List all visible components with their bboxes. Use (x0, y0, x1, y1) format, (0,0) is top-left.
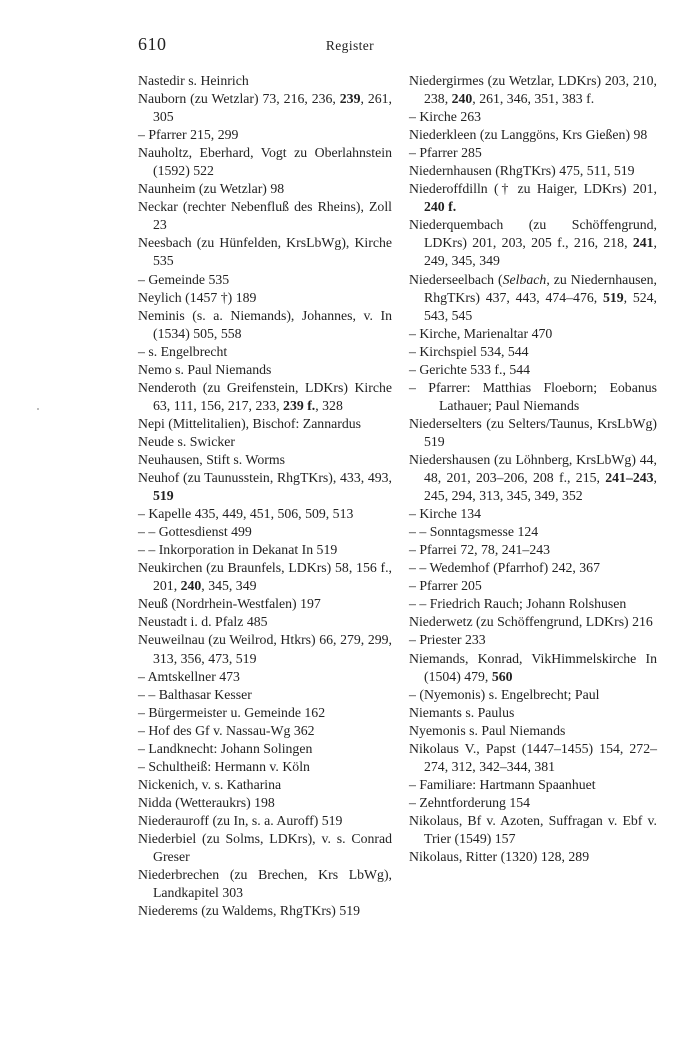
index-entry: Niedershausen (zu Löhnberg, KrsLbWg) 44, 48, 201, 203–206, 208 f., 215, 241–243, 245, 294, 313, 345, 349, 352 (409, 451, 657, 504)
index-entry: Nepi (Mittelitalien), Bischof: Zannardus (138, 415, 361, 431)
index-entry: – Gerichte 533 f., 544 (409, 361, 531, 377)
index-entry: – Hof des Gf v. Nassau-Wg 362 (138, 722, 315, 738)
index-entry: Niederquembach (zu Schöffengrund, LDKrs) 201, 203, 205 f., 216, 218, 241, 249, 345, 349 (409, 217, 657, 269)
index-entry: – Kirchspiel 534, 544 (409, 343, 529, 359)
index-entry: – Kirche 263 (409, 109, 482, 125)
index-entry: Neuhausen, Stift s. Worms (138, 451, 285, 467)
index-entry: Neukirchen (zu Braunfels, LDKrs) 58, 156 f., 201, 240, 345, 349 (138, 560, 392, 594)
index-entry: Nauholtz, Eberhard, Vogt zu Oberlahnstein (1592) 522 (138, 145, 392, 179)
index-entry: Nenderoth (zu Greifenstein, LDKrs) Kirche 63, 111, 156, 217, 233, 239 f., 328 (138, 379, 392, 413)
index-entry: Niederems (zu Waldems, RhgTKrs) 519 (138, 903, 361, 919)
index-entry: – Pfarrer 215, 299 (138, 127, 239, 143)
index-entry: Niederauroff (zu In, s. a. Auroff) 519 (138, 812, 343, 828)
index-entry: Naunheim (zu Wetzlar) 98 (138, 181, 285, 197)
index-entry: Niedergirmes (zu Wetzlar, LDKrs) 203, 210, 238, 240, 261, 346, 351, 383 f. (409, 73, 657, 107)
index-entry: Niemands, Konrad, VikHimmelskirche In (1504) 479, 560 (409, 650, 657, 684)
index-entry: – Schultheiß: Hermann v. Köln (138, 758, 310, 774)
index-entry: – – Sonntagsmesse 124 (409, 524, 539, 540)
index-entry: – – Inkorporation in Dekanat In 519 (138, 542, 338, 558)
index-column-left (138, 72, 392, 920)
index-entry: – Pfarrer 285 (409, 145, 482, 161)
index-entry: – Landknecht: Johann Solingen (138, 740, 313, 756)
index-column-right (409, 72, 657, 866)
index-entry: Nikolaus, Ritter (1320) 128, 289 (409, 849, 590, 865)
index-entry: – – Wedemhof (Pfarrhof) 242, 367 (409, 560, 600, 576)
index-entry: Niederselters (zu Selters/Taunus, KrsLbWg) 519 (409, 415, 657, 449)
index-entry: Neckar (rechter Nebenfluß des Rheins), Zoll 23 (138, 199, 392, 233)
index-entry: Nickenich, v. s. Katharina (138, 776, 282, 792)
index-entry: Neude s. Swicker (138, 433, 235, 449)
index-entry: Neuweilnau (zu Weilrod, Htkrs) 66, 279, 299, 313, 356, 473, 519 (138, 632, 392, 666)
index-entry: – Familiare: Hartmann Spaanhuet (409, 776, 596, 792)
index-entry: Neesbach (zu Hünfelden, KrsLbWg), Kirche 535 (138, 235, 392, 269)
index-entry: Niemants s. Paulus (409, 704, 515, 720)
index-entry: Niederbiel (zu Solms, LDKrs), v. s. Conrad Greser (138, 830, 392, 865)
index-entry: Niedernhausen (RhgTKrs) 475, 511, 519 (409, 163, 635, 179)
index-entry: Nidda (Wetteraukrs) 198 (138, 794, 275, 810)
index-entry: Neylich (1457 †) 189 (138, 289, 257, 305)
index-entry: Neustadt i. d. Pfalz 485 (138, 614, 268, 630)
index-entry: – Zehntforderung 154 (409, 794, 531, 810)
index-entry: Niederoffdilln († zu Haiger, LDKrs) 201, 240 f. (409, 181, 657, 215)
index-entry: Niederseelbach (Selbach, zu Niedernhausen, RhgTKrs) 437, 443, 474–476, 519, 524, 543, 545 (409, 271, 657, 323)
index-entry: Nyemonis s. Paul Niemands (409, 722, 566, 738)
index-entry: Neuhof (zu Taunusstein, RhgTKrs), 433, 493, 519 (138, 470, 392, 504)
index-entry: – Kirche, Marienaltar 470 (409, 325, 553, 341)
index-entry: – Gemeinde 535 (138, 271, 230, 287)
index-entry: – Pfarrei 72, 78, 241–243 (409, 542, 551, 558)
index-entry: – – Gottesdienst 499 (138, 524, 252, 540)
index-entry: Niederbrechen (zu Brechen, Krs LbWg), Landkapitel 303 (138, 867, 392, 901)
index-entry: Neminis (s. a. Niemands), Johannes, v. In (1534) 505, 558 (138, 307, 392, 341)
index-entry: Niederkleen (zu Langgöns, Krs Gießen) 98 (409, 127, 648, 143)
index-entry: Nauborn (zu Wetzlar) 73, 216, 236, 239, 261, 305 (138, 91, 392, 125)
index-entry: Nemo s. Paul Niemands (138, 361, 272, 377)
index-entry: – Pfarrer 205 (409, 578, 482, 594)
index-entry: – – Friedrich Rauch; Johann Rolshusen (409, 596, 627, 612)
index-entry: – Pfarrer: Matthias Floeborn; Eobanus Lathauer; Paul Niemands (409, 379, 657, 413)
margin-mark (37, 408, 39, 410)
index-entry: – Kirche 134 (409, 506, 482, 522)
index-entry: – s. Engelbrecht (138, 343, 228, 359)
index-entry: – (Nyemonis) s. Engelbrecht; Paul (409, 686, 600, 702)
index-entry: – Priester 233 (409, 632, 486, 648)
index-entry: – Kapelle 435, 449, 451, 506, 509, 513 (138, 506, 354, 522)
index-entry: Neuß (Nordrhein-Westfalen) 197 (138, 596, 321, 612)
page-number: 610 (138, 34, 167, 54)
index-entry: Nastedir s. Heinrich (138, 73, 249, 88)
running-head: Register (325, 38, 375, 53)
index-entry: Nikolaus V., Papst (1447–1455) 154, 272–274, 312, 342–344, 381 (409, 740, 657, 774)
index-entry: Nikolaus, Bf v. Azoten, Suffragan v. Ebf v. Trier (1549) 157 (409, 812, 657, 846)
index-entry: – – Balthasar Kesser (138, 686, 252, 702)
index-entry: – Amtskellner 473 (138, 668, 240, 684)
index-entry: Niederwetz (zu Schöffengrund, LDKrs) 216 (409, 614, 653, 630)
index-entry: – Bürgermeister u. Gemeinde 162 (138, 704, 326, 720)
